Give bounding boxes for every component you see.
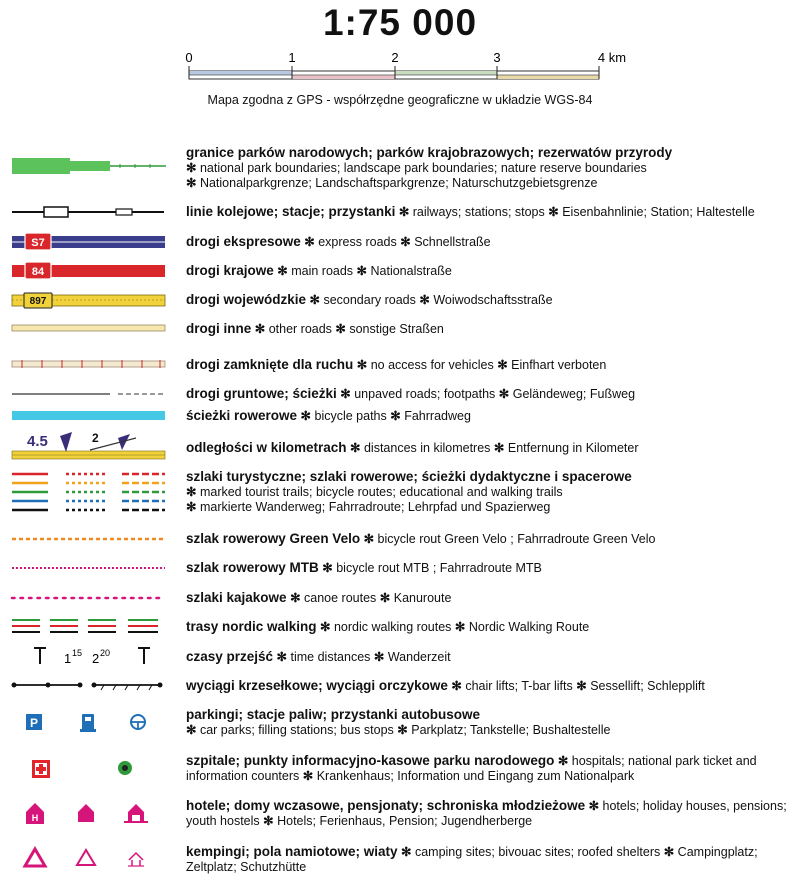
legend-row-tourist-trails: szlaki turystyczne; szlaki rowerowe; ścieżki dydaktyczne i spacerowe ✻ marked tourist trails; bicycle routes; educational and walking trails ✻ markierte Wanderweg; Fahrradroute; Lehrpfad und Spazierweg	[186, 469, 632, 514]
hospital-icon	[32, 760, 50, 778]
scale-tick-2: 2	[391, 50, 399, 65]
legend-row-canoe: szlaki kajakowe ✻ canoe routes ✻ Kanuroute	[186, 590, 452, 605]
legend-en: canoe routes	[304, 591, 377, 605]
legend-de: Nordic Walking Route	[468, 620, 590, 634]
railway-symbol	[12, 207, 164, 217]
legend-pl: wyciągi krzesełkowe; wyciągi orczykowe	[186, 678, 448, 693]
legend-de: Fahrradroute MTB	[439, 561, 542, 575]
legend-en: railways; stations; stops	[412, 205, 545, 219]
legend-de: Einfhart verboten	[511, 358, 607, 372]
legend-row-secondary-roads: drogi wojewódzkie ✻ secondary roads ✻ Woiwodschaftsstraße	[186, 292, 553, 307]
bicycle-path-symbol	[12, 411, 165, 420]
scale-bar-graphic	[189, 66, 599, 79]
legend-en: nordic walking routes	[333, 620, 452, 634]
legend-row-camping: kempingi; pola namiotowe; wiaty ✻ camping sites; bivouac sites; roofed shelters ✻ Campingplatz; Zeltplatz; Schutzhütte	[186, 844, 758, 874]
legend-en: distances in kilometres	[363, 441, 491, 455]
legend-pl: ścieżki rowerowe	[186, 408, 298, 423]
legend-row-time-distances: czasy przejść ✻ time distances ✻ Wanderzeit	[186, 649, 451, 664]
legend-en: car parks; filling stations; bus stops	[199, 723, 394, 737]
legend-en: hotels; holiday houses, pensions; youth hostels	[186, 799, 787, 828]
time-minutes-2: 20	[100, 648, 111, 658]
legend-row-dirt-roads: drogi gruntowe; ścieżki ✻ unpaved roads; footpaths ✻ Geländeweg; Fußweg	[186, 386, 636, 401]
legend-de: Campingplatz; Zeltplatz; Schutzhütte	[186, 845, 758, 874]
legend-pl: trasy nordic walking	[186, 619, 317, 634]
legend-row-main-roads: drogi krajowe ✻ main roads ✻ Nationalstraße	[186, 263, 452, 278]
legend-en: time distances	[290, 650, 371, 664]
express-road-badge: S7	[31, 237, 45, 249]
fuel-station-icon	[80, 714, 96, 732]
legend-de: Schnellstraße	[414, 235, 491, 249]
legend-pl: drogi zamknięte dla ruchu	[186, 357, 354, 372]
legend-pl: linie kolejowe; stacje; przystanki	[186, 204, 396, 219]
legend-en: chair lifts; T-bar lifts	[465, 679, 573, 693]
bus-stop-icon	[131, 715, 145, 729]
legend-en: secondary roads	[323, 293, 416, 307]
legend-symbols	[0, 0, 186, 882]
distance-value-1: 4.5	[27, 433, 48, 450]
legend-en: no access for vehicles	[370, 358, 494, 372]
secondary-road-badge: 897	[29, 296, 47, 307]
legend-en: express roads	[318, 235, 397, 249]
legend-row-distances: odległości w kilometrach ✻ distances in kilometres ✻ Entfernung in Kilometer	[186, 440, 639, 455]
parking-letter: P	[29, 716, 39, 730]
legend-en: camping sites; bivouac sites; roofed shelters	[414, 845, 661, 859]
legend-pl: drogi gruntowe; ścieżki	[186, 386, 337, 401]
legend-row-hospitals: szpitale; punkty informacyjno-kasowe parku narodowego ✻ hospitals; national park ticket and information counters ✻ Krankenhaus; Information und Eingang zum Nationalpark	[186, 753, 757, 783]
legend-de: Fahrradroute Green Velo	[517, 532, 656, 546]
park-boundary-symbol	[12, 158, 166, 174]
bivouac-icon	[77, 850, 95, 865]
legend-de: Krankenhaus; Information und Eingang zum Nationalpark	[316, 769, 635, 783]
scale-tick-0: 0	[185, 50, 193, 65]
legend-pl: kempingi; pola namiotowe; wiaty	[186, 844, 398, 859]
nordic-walking-symbol	[12, 620, 158, 632]
legend-pl: drogi ekspresowe	[186, 234, 301, 249]
gps-note: Mapa zgodna z GPS - współrzędne geograficzne w układzie WGS-84	[207, 93, 593, 107]
legend-en: hospitals; national park ticket and information counters	[186, 754, 757, 783]
time-minutes-1: 15	[72, 648, 83, 658]
legend-pl: drogi inne	[186, 321, 252, 336]
closed-road-symbol	[12, 360, 165, 368]
legend-en: bicycle rout Green Velo	[377, 532, 507, 546]
legend-de: Wanderzeit	[387, 650, 451, 664]
camping-icon	[25, 849, 45, 866]
legend-pl: szlaki kajakowe	[186, 590, 287, 605]
legend-en: marked tourist trails; bicycle routes; educational and walking trails	[199, 485, 563, 499]
legend-de: Sessellift; Schlepplift	[590, 679, 705, 693]
legend-de: Fahrradweg	[404, 409, 471, 423]
legend-row-express-roads: drogi ekspresowe ✻ express roads ✻ Schnellstraße	[186, 234, 491, 249]
legend-de: sonstige Straßen	[349, 322, 444, 336]
legend-row-other-roads: drogi inne ✻ other roads ✻ sonstige Straßen	[186, 321, 444, 336]
legend-en: national park boundaries; landscape park boundaries; nature reserve boundaries	[199, 161, 647, 175]
legend-de: Nationalstraße	[370, 264, 452, 278]
distance-value-2: 2	[92, 431, 99, 445]
legend-row-green-velo: szlak rowerowy Green Velo ✻ bicycle rout Green Velo ; Fahrradroute Green Velo	[186, 531, 656, 546]
scale-tick-1: 1	[288, 50, 296, 65]
map-scale-title: 1:75 000	[322, 2, 478, 43]
legend-row-bicycle-paths: ścieżki rowerowe ✻ bicycle paths ✻ Fahrradweg	[186, 408, 471, 423]
legend-row-hotels: hotele; domy wczasowe, pensjonaty; schroniska młodzieżowe ✻ hotels; holiday houses, pensions; youth hostels ✻ Hotels; Ferienhaus, Pension; Jugendherberge	[186, 798, 787, 828]
legend-de: Nationalparkgrenze; Landschaftsparkgrenze; Naturschutzgebietsgrenze	[199, 176, 598, 190]
legend-row-nordic: trasy nordic walking ✻ nordic walking routes ✻ Nordic Walking Route	[186, 619, 590, 634]
scale-tick-4: 4 km	[597, 50, 627, 65]
legend-pl: szlak rowerowy MTB	[186, 560, 319, 575]
legend-row-mtb: szlak rowerowy MTB ✻ bicycle rout MTB ; Fahrradroute MTB	[186, 560, 542, 575]
legend-pl: hotele; domy wczasowe, pensjonaty; schroniska młodzieżowe	[186, 798, 586, 813]
legend-en: other roads	[268, 322, 332, 336]
legend-row-park-boundaries: granice parków narodowych; parków krajobrazowych; rezerwatów przyrody ✻ national park boundaries; landscape park boundaries; nature reserve boundaries ✻ Nationalparkgrenze; Landschaftsparkgrenze; Naturschutzgebietsgrenze	[186, 145, 673, 190]
legend-pl: parkingi; stacje paliw; przystanki autobusowe	[186, 707, 481, 722]
legend-pl: szlaki turystyczne; szlaki rowerowe; ścieżki dydaktyczne i spacerowe	[186, 469, 632, 484]
park-info-icon	[118, 761, 132, 775]
legend-pl: odległości w kilometrach	[186, 440, 347, 455]
legend-pl: szpitale; punkty informacyjno-kasowe parku narodowego	[186, 753, 555, 768]
legend-de: Entfernung in Kilometer	[507, 441, 639, 455]
scale-tick-3: 3	[493, 50, 501, 65]
legend-row-closed-roads: drogi zamknięte dla ruchu ✻ no access for vehicles ✻ Einfhart verboten	[186, 357, 607, 372]
legend-en: main roads	[291, 264, 354, 278]
tourist-trail-symbol	[12, 474, 165, 510]
youth-hostel-icon	[124, 804, 148, 822]
legend-de: markierte Wanderweg; Fahrradroute; Lehrpfad und Spazierweg	[199, 500, 551, 514]
legend-pl: czasy przejść	[186, 649, 274, 664]
legend-de: Geländeweg; Fußweg	[512, 387, 636, 401]
other-road-symbol	[12, 325, 165, 331]
legend-pl: granice parków narodowych; parków krajobrazowych; rezerwatów przyrody	[186, 145, 673, 160]
legend-de: Parkplatz; Tankstelle; Bushaltestelle	[411, 723, 611, 737]
legend-pl: szlak rowerowy Green Velo	[186, 531, 361, 546]
time-hours-1: 1	[64, 651, 72, 666]
legend-de: Kanuroute	[393, 591, 452, 605]
legend-en: bicycle paths	[314, 409, 387, 423]
hotel-letter: H	[31, 813, 39, 823]
legend-row-lifts: wyciągi krzesełkowe; wyciągi orczykowe ✻ chair lifts; T-bar lifts ✻ Sessellift; Schlepplift	[186, 678, 705, 693]
legend-en: unpaved roads; footpaths	[354, 387, 496, 401]
main-road-badge: 84	[31, 266, 45, 278]
legend-pl: drogi wojewódzkie	[186, 292, 307, 307]
legend-en: bicycle rout MTB	[336, 561, 430, 575]
shelter-icon	[128, 853, 144, 866]
legend-de: Eisenbahnlinie; Station; Haltestelle	[562, 205, 755, 219]
legend-de: Hotels; Ferienhaus, Pension; Jugendherberge	[277, 814, 533, 828]
lift-symbol	[12, 683, 163, 691]
holiday-house-icon	[78, 804, 94, 822]
legend-row-parking: parkingi; stacje paliw; przystanki autobusowe ✻ car parks; filling stations; bus stops ✻ Parkplatz; Tankstelle; Bushaltestelle	[186, 707, 611, 737]
legend-row-railways: linie kolejowe; stacje; przystanki ✻ railways; stations; stops ✻ Eisenbahnlinie; Station; Haltestelle	[186, 204, 755, 219]
legend-pl: drogi krajowe	[186, 263, 274, 278]
time-hours-2: 2	[92, 651, 100, 666]
legend-de: Woiwodschaftsstraße	[433, 293, 553, 307]
